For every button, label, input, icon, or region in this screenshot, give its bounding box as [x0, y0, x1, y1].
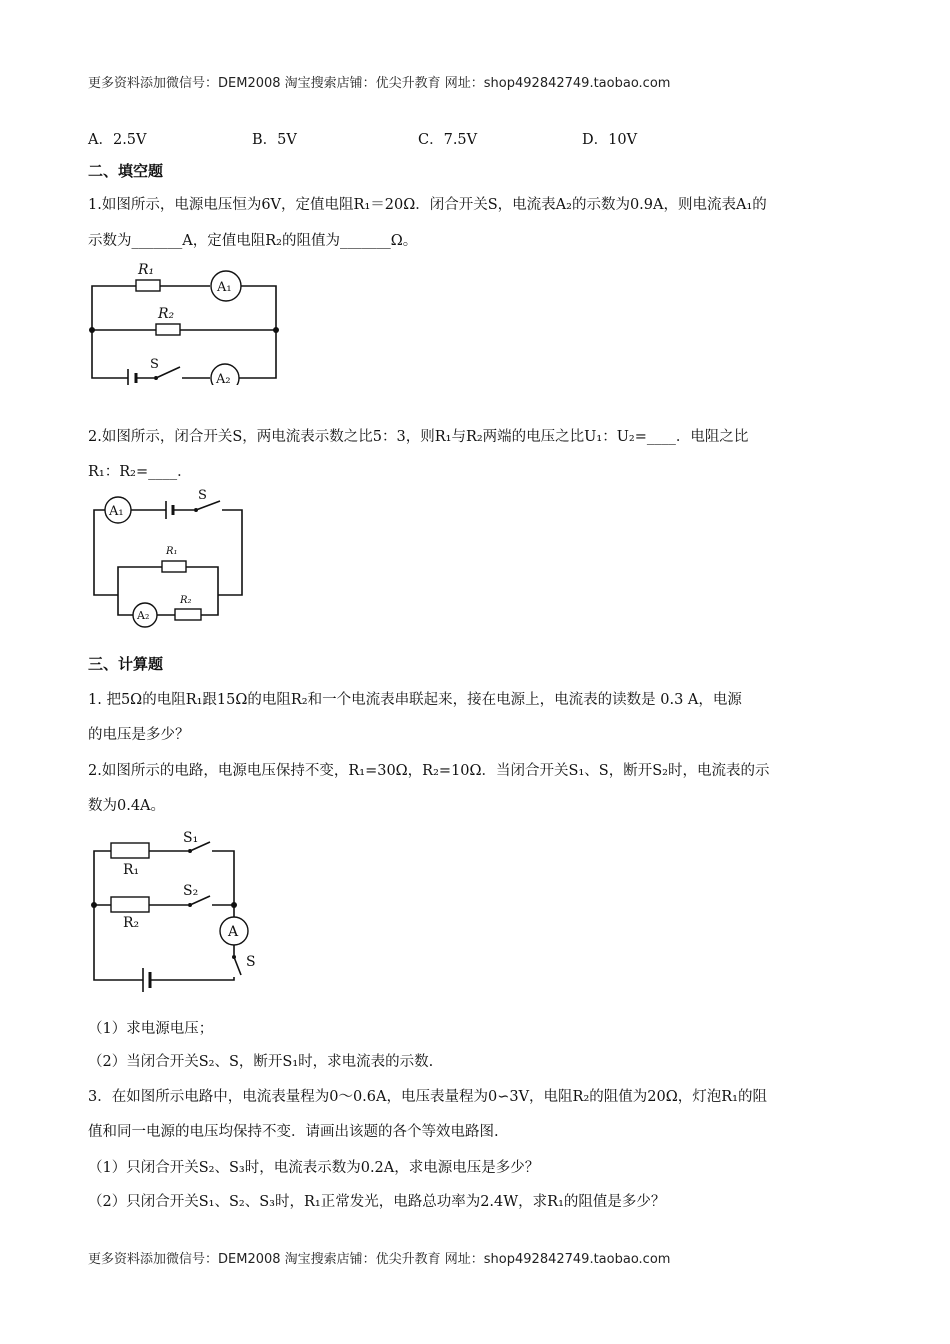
calc2-q1: （1）求电源电压； — [88, 1021, 214, 1037]
label-s2: S₂ — [183, 883, 199, 899]
label-r2: R₂ — [180, 595, 192, 606]
option-a: A．2.5V — [88, 132, 147, 148]
resistor-r1 — [136, 280, 160, 291]
option-b: B．5V — [252, 132, 297, 148]
circuit-diagram-3 — [86, 825, 266, 995]
calc3-line2: 值和同一电源的电压均保持不变．请画出该题的各个等效电路图. — [88, 1124, 499, 1140]
option-c: C．7.5V — [418, 132, 478, 148]
switch-s — [156, 367, 180, 378]
fill1-line1: 1.如图所示，电源电压恒为6V，定值电阻R₁＝20Ω．闭合开关S，电流表A₂的示数为0.9A，则电流表A₁的 — [88, 197, 767, 213]
calc1-line2: 的电压是多少？ — [88, 727, 190, 743]
circuit-diagram-2 — [90, 487, 255, 632]
label-s: S — [246, 954, 256, 970]
resistor-r2 — [111, 897, 149, 912]
label-s: S — [198, 488, 207, 503]
calc2-line1: 2.如图所示的电路，电源电压保持不变，R₁=30Ω，R₂=10Ω．当闭合开关S₁、S，断开S₂时，电流表的示 — [88, 763, 770, 779]
header-note: 更多资料添加微信号：DEM2008 淘宝搜索店铺：优尖升教育 网址：shop492842749.taobao.com — [88, 76, 671, 91]
calc3-q1: （1）只闭合开关S₂、S₃时，电流表示数为0.2A，求电源电压是多少？ — [88, 1160, 540, 1176]
label-s: S — [150, 357, 159, 372]
label-a1: A₁ — [217, 280, 232, 295]
calc1-line1: 1. 把5Ω的电阻R₁跟15Ω的电阻R₂和一个电流表串联起来，接在电源上，电流表的读数是 0.3 A，电源 — [88, 692, 742, 708]
label-r2: R₂ — [123, 915, 140, 931]
switch-s — [234, 957, 241, 975]
option-d: D．10V — [582, 132, 638, 148]
junction-dot — [231, 902, 237, 908]
section-fill-title: 二、填空题 — [88, 162, 164, 180]
fill1-line2: 示数为_______A，定值电阻R₂的阻值为_______Ω。 — [88, 233, 418, 249]
circuit-diagram-1 — [84, 255, 289, 385]
label-s1: S₁ — [183, 830, 199, 846]
resistor-r2 — [156, 324, 180, 335]
label-r2: R₂ — [158, 306, 175, 322]
label-a2: A₂ — [137, 609, 150, 622]
footer-note: 更多资料添加微信号：DEM2008 淘宝搜索店铺：优尖升教育 网址：shop492842749.taobao.com — [88, 1252, 671, 1267]
calc3-line1: 3．在如图所示电路中，电流表量程为0～0.6A，电压表量程为0∽3V，电阻R₂的阻值为20Ω，灯泡R₁的阻 — [88, 1089, 767, 1105]
label-r1: R₁ — [138, 262, 155, 278]
fill2-line2: R₁：R₂=____． — [88, 464, 192, 480]
fill2-line1: 2.如图所示，闭合开关S，两电流表示数之比5：3，则R₁与R₂两端的电压之比U₁：U₂=____．电阻之比 — [88, 429, 749, 445]
calc2-q2: （2）当闭合开关S₂、S，断开S₁时，求电流表的示数. — [88, 1054, 434, 1070]
label-a2: A₂ — [216, 372, 231, 385]
label-a: A — [228, 924, 239, 940]
calc3-q2: （2）只闭合开关S₁、S₂、S₃时，R₁正常发光，电路总功率为2.4W，求R₁的阻值是多少？ — [88, 1194, 666, 1210]
resistor-r1 — [162, 561, 186, 572]
label-r1: R₁ — [166, 546, 178, 557]
resistor-r1 — [111, 843, 149, 858]
resistor-r2 — [175, 609, 201, 620]
section-calc-title: 三、计算题 — [88, 655, 164, 673]
label-r1: R₁ — [123, 862, 140, 878]
label-a1: A₁ — [109, 504, 124, 519]
calc2-line2: 数为0.4A。 — [88, 798, 166, 814]
